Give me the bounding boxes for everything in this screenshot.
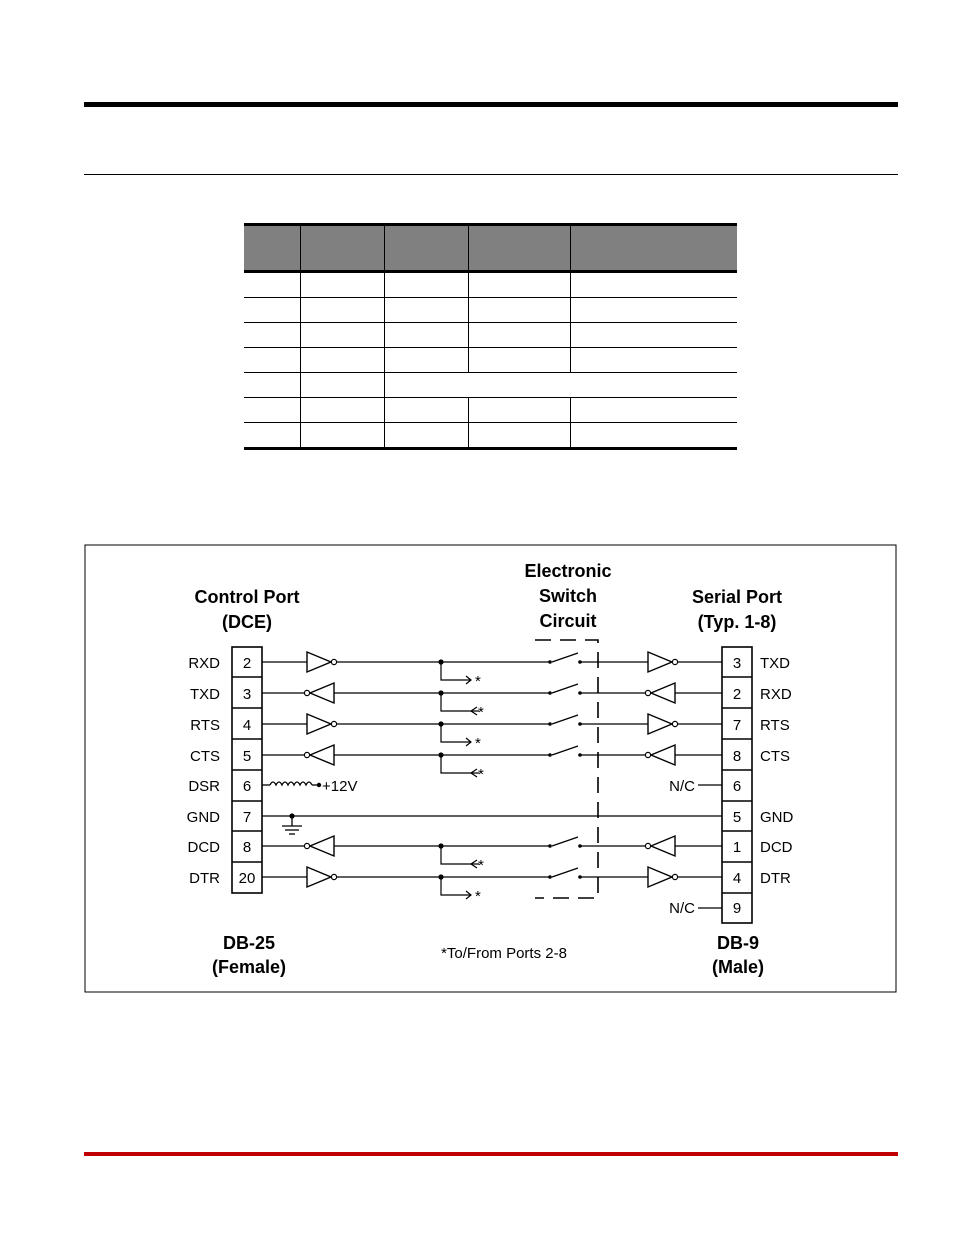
right-signal-label: RTS — [760, 717, 790, 734]
right-signal-label: TXD — [760, 655, 790, 672]
right-pin-number: 8 — [732, 748, 742, 765]
right-signal-label: RXD — [760, 686, 792, 703]
center-title-line1: Electronic — [524, 561, 612, 581]
left-signal-label: GND — [186, 809, 220, 826]
right-signal-label: CTS — [760, 748, 790, 765]
center-title-line2: Switch — [538, 586, 598, 606]
to-from-ports-mark: * — [478, 766, 484, 783]
right-connector-caption: DB-9 — [716, 933, 760, 953]
right-signal-label: N/C — [669, 778, 695, 795]
gnd-wire — [262, 813, 722, 834]
to-from-ports-mark: * — [478, 704, 484, 721]
right-signal-label: N/C — [669, 900, 695, 917]
right-title-line1: Serial Port — [691, 587, 783, 607]
left-pin-number: 20 — [238, 870, 256, 887]
left-title-line2: (DCE) — [222, 612, 272, 632]
right-title-line2: (Typ. 1-8) — [697, 612, 777, 632]
right-pin-number: 2 — [732, 686, 742, 703]
left-title-line1: Control Port — [194, 587, 300, 607]
right-signal-label: DCD — [760, 839, 793, 856]
left-signal-label: DCD — [187, 839, 220, 856]
right-pin-number: 3 — [732, 655, 742, 672]
dtr-wire — [262, 867, 722, 899]
switch-circuit-outline — [535, 640, 598, 898]
right-signal-label: DTR — [760, 870, 791, 887]
left-signal-label: CTS — [190, 748, 220, 765]
db25-connector — [232, 647, 262, 893]
left-pin-number: 5 — [242, 748, 252, 765]
footer-rule — [84, 1152, 898, 1156]
right-pin-number: 7 — [732, 717, 742, 734]
right-pin-number: 9 — [732, 900, 742, 917]
txd-wire — [262, 683, 722, 715]
left-signal-label: DTR — [189, 870, 220, 887]
dsr-voltage-label: +12V — [322, 778, 358, 795]
left-signal-label: DSR — [188, 778, 220, 795]
center-title-line3: Circuit — [539, 611, 597, 631]
left-pin-number: 7 — [242, 809, 252, 826]
right-pin-number: 6 — [732, 778, 742, 795]
rxd-wire — [262, 652, 722, 684]
left-pin-number: 2 — [242, 655, 252, 672]
footnote: *To/From Ports 2-8 — [441, 945, 567, 962]
resistor-icon — [270, 782, 312, 785]
left-signal-label: RTS — [190, 717, 220, 734]
left-pin-number: 8 — [242, 839, 252, 856]
to-from-ports-mark: * — [475, 888, 481, 905]
rts-wire — [262, 714, 722, 746]
left-pin-number: 6 — [242, 778, 252, 795]
dcd-wire — [262, 836, 722, 868]
left-pin-number: 4 — [242, 717, 252, 734]
to-from-ports-mark: * — [475, 673, 481, 690]
right-signal-label: GND — [760, 809, 794, 826]
left-signal-label: TXD — [190, 686, 220, 703]
left-connector-caption: (Female) — [211, 957, 287, 977]
right-pin-number: 5 — [732, 809, 742, 826]
ground-icon — [282, 826, 302, 834]
to-from-ports-mark: * — [475, 735, 481, 752]
to-from-ports-mark: * — [478, 857, 484, 874]
left-connector-caption: DB-25 — [222, 933, 276, 953]
cts-wire — [262, 745, 722, 777]
left-signal-label: RXD — [188, 655, 220, 672]
right-pin-number: 1 — [732, 839, 742, 856]
right-connector-caption: (Male) — [711, 957, 765, 977]
left-pin-number: 3 — [242, 686, 252, 703]
right-pin-number: 4 — [732, 870, 742, 887]
